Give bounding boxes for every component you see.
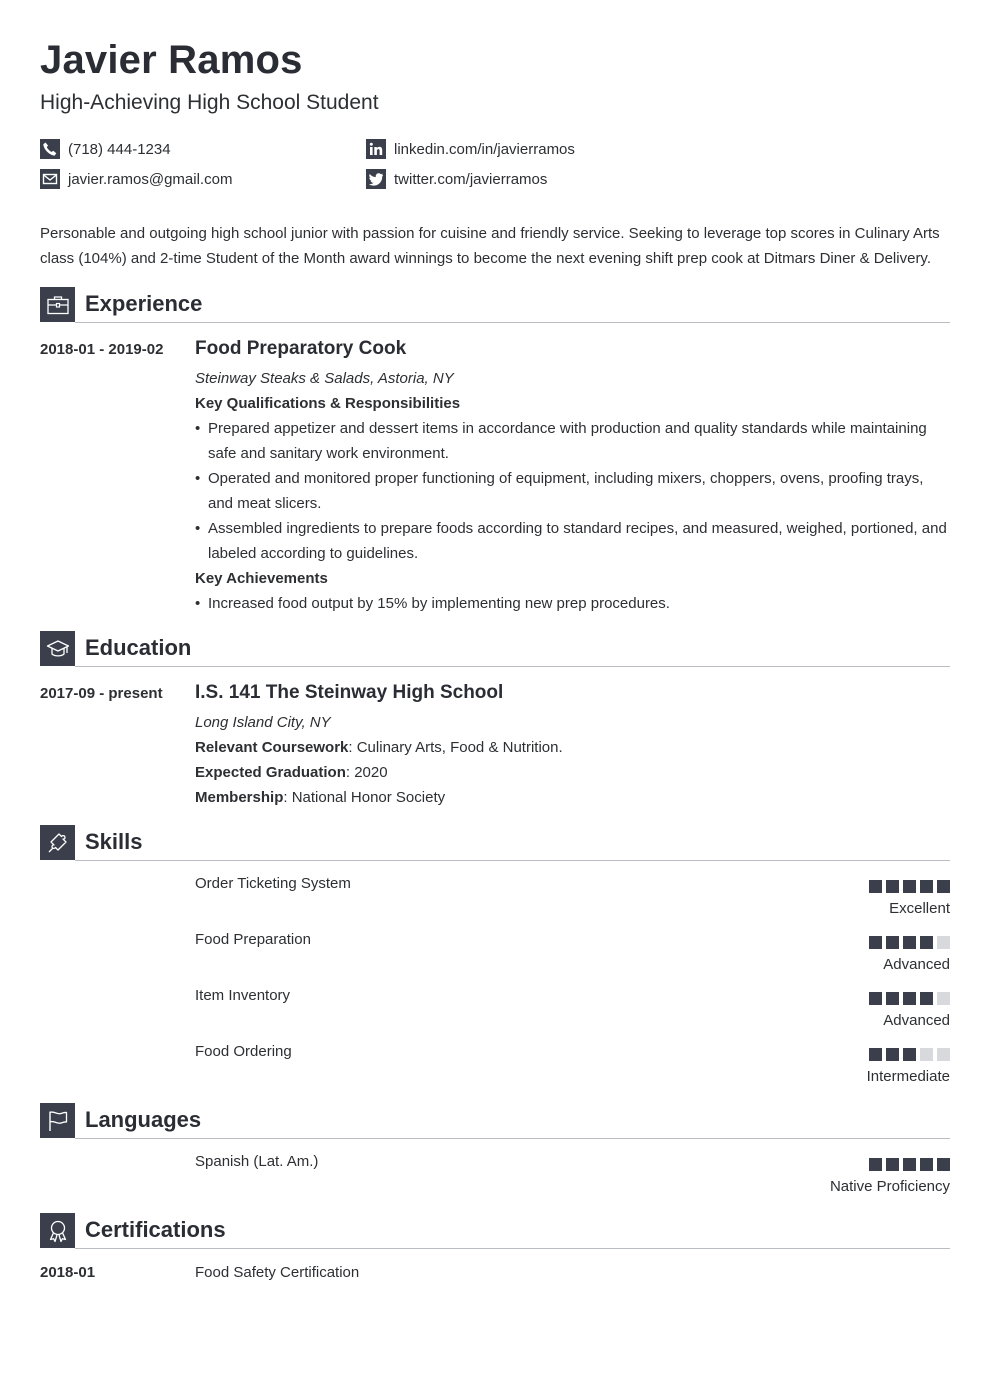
section-languages: [40, 1103, 950, 1139]
flag-icon: [40, 1103, 75, 1138]
skill-level: Advanced: [883, 956, 950, 973]
rating-square-filled: [920, 936, 933, 949]
email-icon: [40, 169, 60, 189]
membership-line: [195, 785, 950, 810]
section-divider: [75, 1138, 950, 1139]
skill-name: Order Ticketing System: [195, 875, 351, 892]
email-text: javier.ramos@gmail.com: [68, 170, 233, 188]
skill-level: Excellent: [889, 900, 950, 917]
graduation-cap-icon: [40, 631, 75, 666]
section-title: Languages: [85, 1107, 202, 1132]
list-item: • Operated and monitored proper functioning of equipment, including mixers, choppers, ovens, proofing trays, and meat slicers.: [195, 466, 950, 516]
language-rating: [865, 1158, 950, 1171]
section-title: Skills: [85, 829, 143, 854]
school-name: I.S. 141 The Steinway High School: [195, 682, 504, 703]
rating-square-filled: [903, 880, 916, 893]
section-title: Education: [85, 635, 192, 660]
briefcase-icon: [40, 287, 75, 322]
rating-square-filled: [886, 1048, 899, 1061]
certification-name: Food Safety Certification: [195, 1264, 360, 1281]
rating-square-filled: [937, 1158, 950, 1171]
language-row: [195, 1153, 950, 1203]
profile-summary: Personable and outgoing high school junior with passion for cuisine and friendly service. Seeking to leverage top scores in Culinary Arts class (104%) and 2-time Student of the Month award winnings to become the next evening shift prep cook at Ditmars Diner & Delivery.: [40, 225, 940, 267]
section-title: Certifications: [85, 1217, 226, 1242]
section-divider: [75, 322, 950, 323]
language-name: Spanish (Lat. Am.): [195, 1153, 319, 1170]
rating-square-filled: [920, 1158, 933, 1171]
skill-rating: [865, 880, 950, 893]
section-divider: [75, 666, 950, 667]
linkedin-icon: [366, 139, 386, 159]
contact-phone: [40, 139, 171, 159]
contact-email: [40, 169, 232, 189]
rating-square-filled: [886, 992, 899, 1005]
skill-level: Intermediate: [866, 1068, 950, 1085]
puzzle-icon: [40, 825, 75, 860]
responsibilities-list: [195, 416, 950, 566]
section-skills: [40, 825, 950, 861]
rating-square-filled: [937, 880, 950, 893]
graduation-label: Expected Graduation: [195, 764, 346, 781]
experience-entry: [195, 337, 950, 616]
coursework-value: : Culinary Arts, Food & Nutrition.: [348, 739, 563, 756]
rating-square-filled: [886, 936, 899, 949]
section-title: Experience: [85, 291, 203, 316]
achievements-list: [195, 591, 950, 616]
education-entry: [195, 681, 950, 810]
skill-rating: [865, 992, 950, 1005]
achievements-heading: Key Achievements: [195, 570, 328, 587]
rating-square-empty: [937, 992, 950, 1005]
rating-square-empty: [920, 1048, 933, 1061]
linkedin-text: linkedin.com/in/javierramos: [394, 140, 575, 158]
skill-rating: [865, 1048, 950, 1061]
contact-linkedin: [366, 139, 575, 159]
rating-square-filled: [903, 992, 916, 1005]
rating-square-filled: [886, 880, 899, 893]
contact-twitter: [366, 169, 547, 189]
resume-headline: High-Achieving High School Student: [40, 91, 379, 114]
graduation-line: [195, 760, 950, 785]
phone-text: (718) 444-1234: [68, 140, 171, 158]
twitter-text: twitter.com/javierramos: [394, 170, 548, 188]
experience-date: 2018-01 - 2019-02: [40, 341, 164, 358]
skill-row: [195, 987, 950, 1037]
resume-name: Javier Ramos: [40, 38, 303, 82]
award-ribbon-icon: [40, 1213, 75, 1248]
skill-name: Item Inventory: [195, 987, 291, 1004]
section-experience: [40, 287, 950, 323]
skill-row: [195, 931, 950, 981]
qualifications-heading: Key Qualifications & Responsibilities: [195, 395, 461, 412]
skill-rating: [865, 936, 950, 949]
skill-row: [195, 1043, 950, 1093]
membership-value: : National Honor Society: [283, 789, 446, 806]
section-certifications: [40, 1213, 950, 1249]
rating-square-empty: [937, 1048, 950, 1061]
twitter-icon: [366, 169, 386, 189]
rating-square-filled: [920, 880, 933, 893]
coursework-line: [195, 735, 950, 760]
rating-square-filled: [903, 1048, 916, 1061]
rating-square-filled: [920, 992, 933, 1005]
rating-square-filled: [869, 1158, 882, 1171]
rating-square-filled: [903, 936, 916, 949]
rating-square-filled: [886, 1158, 899, 1171]
education-date: 2017-09 - present: [40, 685, 163, 702]
coursework-label: Relevant Coursework: [195, 739, 349, 756]
phone-icon: [40, 139, 60, 159]
rating-square-empty: [937, 936, 950, 949]
rating-square-filled: [903, 1158, 916, 1171]
section-divider: [75, 1248, 950, 1249]
skill-row: [195, 875, 950, 925]
skill-name: Food Preparation: [195, 931, 311, 948]
graduation-value: : 2020: [345, 764, 388, 781]
school-location: Long Island City, NY: [195, 714, 331, 731]
company-name: Steinway Steaks & Salads, Astoria, NY: [195, 370, 454, 387]
language-level: Native Proficiency: [829, 1178, 950, 1195]
section-education: [40, 631, 950, 667]
skill-name: Food Ordering: [195, 1043, 292, 1060]
list-item: • Increased food output by 15% by implementing new prep procedures.: [195, 591, 950, 616]
rating-square-filled: [869, 880, 882, 893]
membership-label: Membership: [195, 789, 284, 806]
rating-square-filled: [869, 1048, 882, 1061]
section-divider: [75, 860, 950, 861]
list-item: • Assembled ingredients to prepare foods according to standard recipes, and measured, weighed, portioned, and labeled according to guidelines.: [195, 516, 950, 566]
list-item: • Prepared appetizer and dessert items in accordance with production and quality standards while maintaining safe and sanitary work environment.: [195, 416, 950, 466]
skill-level: Advanced: [883, 1012, 950, 1029]
rating-square-filled: [869, 936, 882, 949]
certification-date: 2018-01: [40, 1264, 96, 1281]
job-title: Food Preparatory Cook: [195, 338, 407, 359]
rating-square-filled: [869, 992, 882, 1005]
